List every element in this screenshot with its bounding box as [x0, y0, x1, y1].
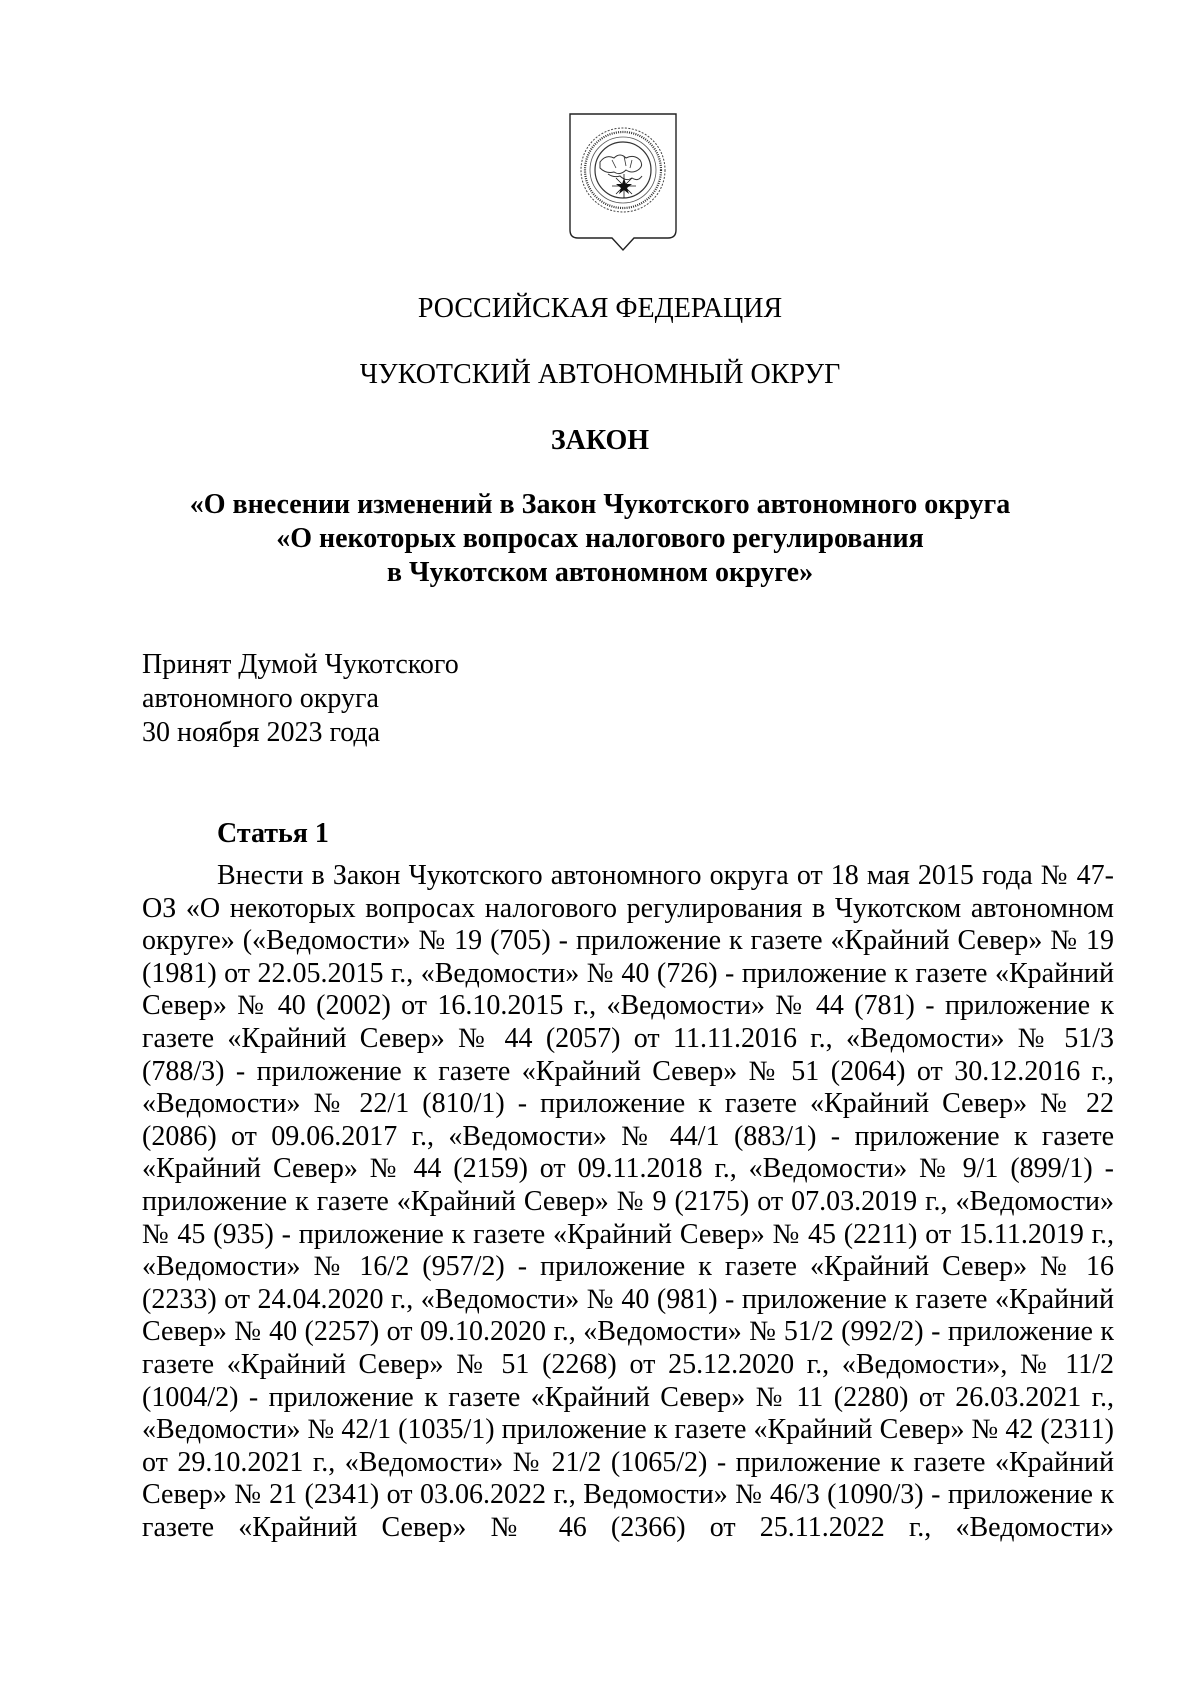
adoption-date: 30 ноября 2023 года	[142, 717, 381, 748]
law-title-line: «О некоторых вопросах налогового регулирования	[276, 523, 924, 554]
law-title-line: «О внесении изменений в Закон Чукотского автономного округа	[189, 489, 1011, 520]
region-name: ЧУКОТСКИЙ АВТОНОМНЫЙ ОКРУГ	[359, 359, 841, 390]
coat-of-arms-icon	[568, 112, 678, 264]
article-body: Внести в Закон Чукотского автономного округа от 18 мая 2015 года № 47-ОЗ «О некоторых вопросах налогового регулирования в Чукотском автономном округе» («Ведомости» № 19 (705) - приложение к газете «Крайний Север» № 19 (1981) от 22.05.2015 г., «Ведомости» № 40 (726) - приложение к газете «Крайний Север» № 40 (2002) от 16.10.2015 г., «Ведомости» № 44 (781) - приложение к газете «Крайний Север» № 44 (2057) от 11.11.2016 г., «Ведомости» № 51/3 (788/3) - приложение к газете «Крайний Север» № 51 (2064) от 30.12.2016 г., «Ведомости» № 22/1 (810/1) - приложение к газете «Крайний Север» № 22 (2086) от 09.06.2017 г., «Ведомости» № 44/1 (883/1) - приложение к газете «Крайний Север» № 44 (2159) от 09.11.2018 г., «Ведомости» № 9/1 (899/1) - приложение к газете «Крайний Север» № 9 (2175) от 07.03.2019 г., «Ведомости» № 45 (935) - приложение к газете «Крайний Север» № 45 (2211) от 15.11.2019 г., «Ведомости» № 16/2 (957/2) - приложение к газете «Крайний Север» № 16 (2233) от 24.04.2020 г., «Ведомости» № 40 (981) - приложение к газете «Крайний Север» № 40 (2257) от 09.10.2020 г., «Ведомости» № 51/2 (992/2) - приложение к газете «Крайний Север» № 51 (2268) от 25.12.2020 г., «Ведомости», № 11/2 (1004/2) - приложение к газете «Крайний Север» № 11 (2280) от 26.03.2021 г., «Ведомости» № 42/1 (1035/1) приложение к газете «Крайний Север» № 42 (2311) от 29.10.2021 г., «Ведомости» № 21/2 (1065/2) - приложение к газете «Крайний Север» № 21 (2341) от 03.06.2022 г., Ведомости» № 46/3 (1090/3) - приложение к газете «Крайний Север» № 46 (2366) от 25.11.2022 г., «Ведомости»	[142, 860, 1114, 1543]
adoption-line: Принят Думой Чукотского	[142, 649, 459, 680]
article-heading: Статья 1	[217, 818, 329, 849]
country-name: РОССИЙСКАЯ ФЕДЕРАЦИЯ	[417, 293, 783, 324]
adoption-info	[142, 648, 459, 750]
adoption-line: автономного округа	[142, 683, 379, 714]
law-title	[0, 488, 1200, 590]
law-title-line: в Чукотском автономном округе»	[386, 557, 814, 588]
document-type: ЗАКОН	[550, 425, 650, 456]
